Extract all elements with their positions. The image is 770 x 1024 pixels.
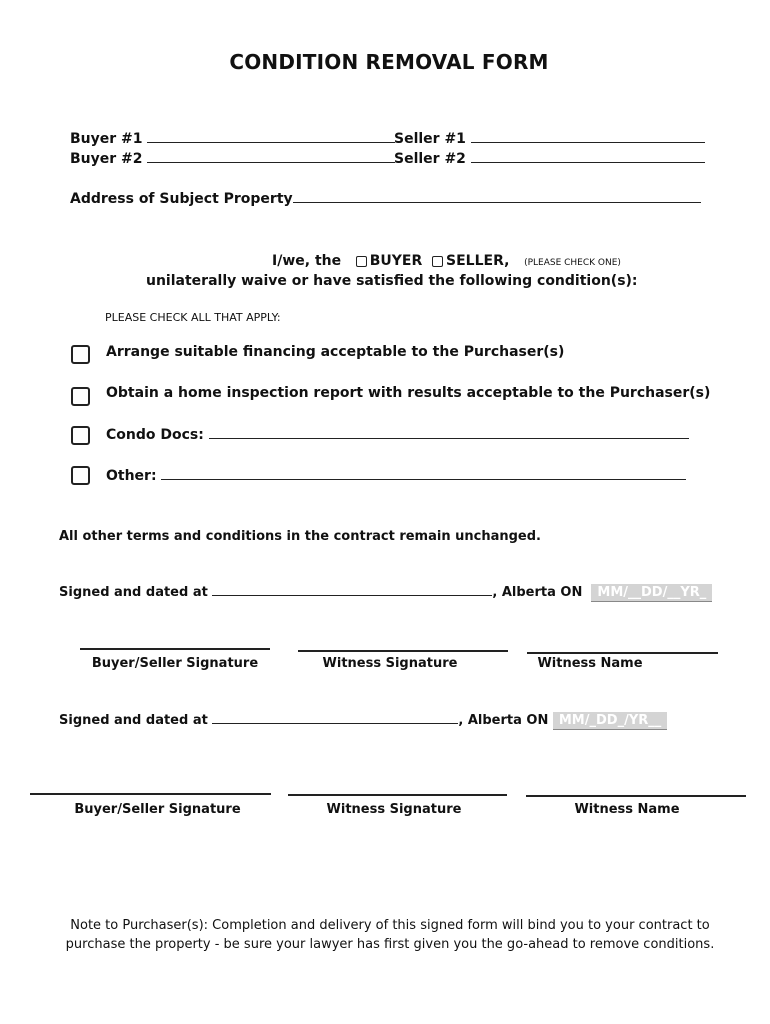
buyer2-field[interactable] <box>147 150 395 163</box>
footer-note: Note to Purchaser(s): Completion and delivery of this signed form will bind you to your contract to purchase the property - be sure your lawyer has first given you the go-ahead to remove conditions. <box>65 918 715 952</box>
condo-docs-field[interactable] <box>209 426 689 439</box>
condition-financing-checkbox[interactable] <box>71 345 90 364</box>
date1-dd: DD <box>641 585 663 600</box>
witness-signature-line-2[interactable] <box>288 794 507 796</box>
witness-signature-label-1: Witness Signature <box>322 656 458 671</box>
witness-name-line-1[interactable] <box>527 652 718 654</box>
check-all-instruction: PLEASE CHECK ALL THAT APPLY: <box>105 311 281 324</box>
seller1-label: Seller #1 <box>394 131 466 147</box>
date-field-2[interactable]: MM/_DD_/YR__ <box>553 712 667 730</box>
signed-prefix-1: Signed and dated at <box>59 585 208 600</box>
date2-mm: MM <box>558 713 585 728</box>
buyer-seller-signature-line-1[interactable] <box>80 648 270 650</box>
seller2-label: Seller #2 <box>394 151 466 167</box>
condition-other-row <box>106 467 686 484</box>
buyer-seller-signature-label-1: Buyer/Seller Signature <box>91 656 259 671</box>
seller2-row <box>394 150 705 167</box>
condition-condo-docs-label: Condo Docs: <box>106 427 204 443</box>
buyer-checkbox[interactable] <box>356 256 367 267</box>
condition-inspection-checkbox[interactable] <box>71 387 90 406</box>
statement-prefix: I/we, the <box>272 253 342 269</box>
check-one-note: (PLEASE CHECK ONE) <box>524 258 621 268</box>
condition-condo-docs-row <box>106 426 689 443</box>
condition-other-label: Other: <box>106 468 157 484</box>
other-field[interactable] <box>161 467 686 480</box>
terms-statement: All other terms and conditions in the contract remain unchanged. <box>59 529 541 544</box>
seller-checkbox[interactable] <box>432 256 443 267</box>
seller1-row <box>394 130 705 147</box>
date2-dd: DD <box>595 713 618 728</box>
witness-signature-label-2: Witness Signature <box>326 802 462 817</box>
date1-yr: YR <box>680 585 700 600</box>
witness-name-label-2: Witness Name <box>574 802 680 817</box>
date-field-1[interactable]: MM/__DD/__YR_ <box>591 584 712 602</box>
condition-other-checkbox[interactable] <box>71 466 90 485</box>
buyer1-field[interactable] <box>147 130 395 143</box>
signed-suffix-1: , Alberta ON <box>492 585 583 600</box>
seller1-field[interactable] <box>471 130 705 143</box>
seller-option-label: SELLER, <box>446 253 510 269</box>
address-row <box>70 190 701 207</box>
buyer1-label: Buyer #1 <box>70 131 143 147</box>
witness-name-label-1: Witness Name <box>537 656 643 671</box>
date1-mm: MM <box>597 585 624 600</box>
buyer-option-label: BUYER <box>369 253 423 269</box>
buyer1-row <box>70 130 395 147</box>
buyer2-label: Buyer #2 <box>70 151 143 167</box>
buyer-seller-signature-line-2[interactable] <box>30 793 271 795</box>
form-title: CONDITION REMOVAL FORM <box>229 50 549 74</box>
seller2-field[interactable] <box>471 150 705 163</box>
witness-signature-line-1[interactable] <box>298 650 508 652</box>
signed-suffix-2: , Alberta ON <box>458 713 549 728</box>
signed-location-field-1[interactable] <box>212 583 492 596</box>
buyer2-row <box>70 150 395 167</box>
condition-financing-label: Arrange suitable financing acceptable to the Purchaser(s) <box>106 344 565 360</box>
statement-line1 <box>272 253 621 269</box>
condition-condo-docs-checkbox[interactable] <box>71 426 90 445</box>
address-field[interactable] <box>293 190 701 203</box>
witness-name-line-2[interactable] <box>526 795 746 797</box>
statement-line2: unilaterally waive or have satisfied the following condition(s): <box>146 273 638 289</box>
signed-prefix-2: Signed and dated at <box>59 713 208 728</box>
date2-yr: YR <box>628 713 649 728</box>
signed-location-field-2[interactable] <box>212 711 458 724</box>
address-label: Address of Subject Property <box>70 191 293 207</box>
condition-inspection-label: Obtain a home inspection report with results acceptable to the Purchaser(s) <box>106 385 711 401</box>
signed-row-2 <box>59 711 667 730</box>
signed-row-1 <box>59 583 712 602</box>
buyer-seller-signature-label-2: Buyer/Seller Signature <box>74 802 241 817</box>
